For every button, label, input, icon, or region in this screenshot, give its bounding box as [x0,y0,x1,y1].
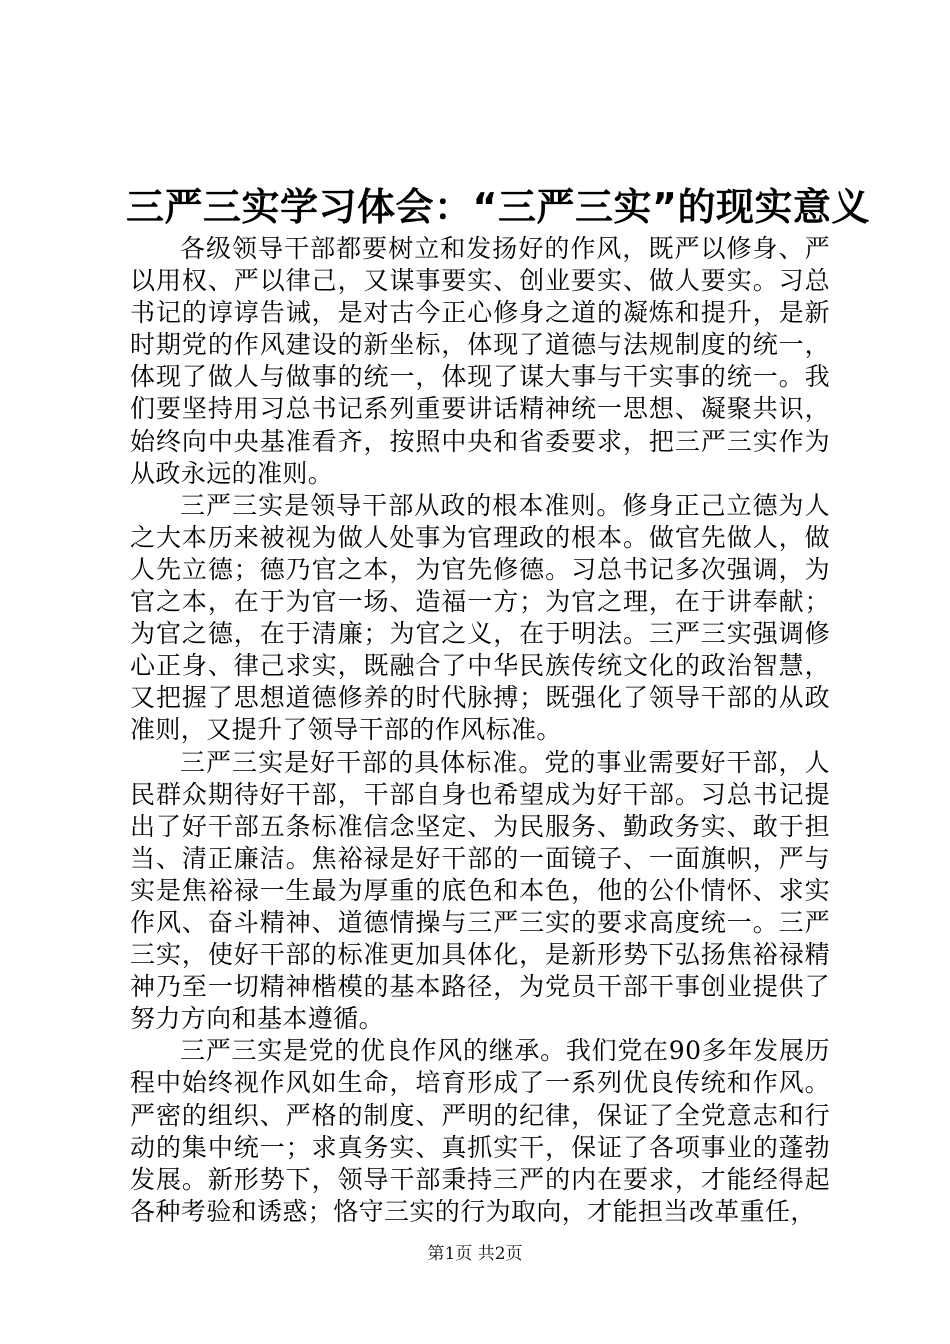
document-title: 三严三实学习体会：“三严三实”的现实意义 [126,185,870,229]
paragraph-4: 三严三实是党的优良作风的继承。我们党在90多年发展历程中始终视作风如生命，培育形成了一系列优良传统和作风。严密的组织、严格的制度、严明的纪律，保证了全党意志和行动的集中统一；求真务实、真抓实干，保证了各项事业的蓬勃发展。新形势下，领导干部秉持三严的内在要求，才能经得起各种考验和诱惑；恪守三实的行为取向，才能担当改革重任， [130,1036,830,1226]
document-body [130,233,830,1228]
paragraph-2: 三严三实是领导干部从政的根本准则。修身正己立德为人之大本历来被视为做人处事为官理政的根本。做官先做人，做人先立德；德乃官之本，为官先修德。习总书记多次强调，为官之本，在于为官一场、造福一方；为官之理，在于讲奉献；为官之德，在于清廉；为官之义，在于明法。三严三实强调修心正身、律己求实，既融合了中华民族传统文化的政治智慧，又把握了思想道德修养的时代脉搏；既强化了领导干部的从政准则，又提升了领导干部的作风标准。 [130,490,830,745]
page-number-footer: 第1页 共2页 [427,1244,523,1264]
paragraph-3: 三严三实是好干部的具体标准。党的事业需要好干部，人民群众期待好干部，干部自身也希望成为好干部。习总书记提出了好干部五条标准信念坚定、为民服务、勤政务实、敢于担当、清正廉洁。焦裕禄是好干部的一面镜子、一面旗帜，严与实是焦裕禄一生最为厚重的底色和本色，他的公仆情怀、求实作风、奋斗精神、道德情操与三严三实的要求高度统一。三严三实，使好干部的标准更加具体化，是新形势下弘扬焦裕禄精神乃至一切精神楷模的基本路径，为党员干部干事创业提供了努力方向和基本遵循。 [130,747,830,1034]
paragraph-1: 各级领导干部都要树立和发扬好的作风，既严以修身、严以用权、严以律己，又谋事要实、创业要实、做人要实。习总书记的谆谆告诫，是对古今正心修身之道的凝炼和提升，是新时期党的作风建设的新坐标，体现了道德与法规制度的统一，体现了做人与做事的统一，体现了谋大事与干实事的统一。我们要坚持用习总书记系列重要讲话精神统一思想、凝聚共识，始终向中央基准看齐，按照中央和省委要求，把三严三实作为从政永远的准则。 [130,234,830,488]
